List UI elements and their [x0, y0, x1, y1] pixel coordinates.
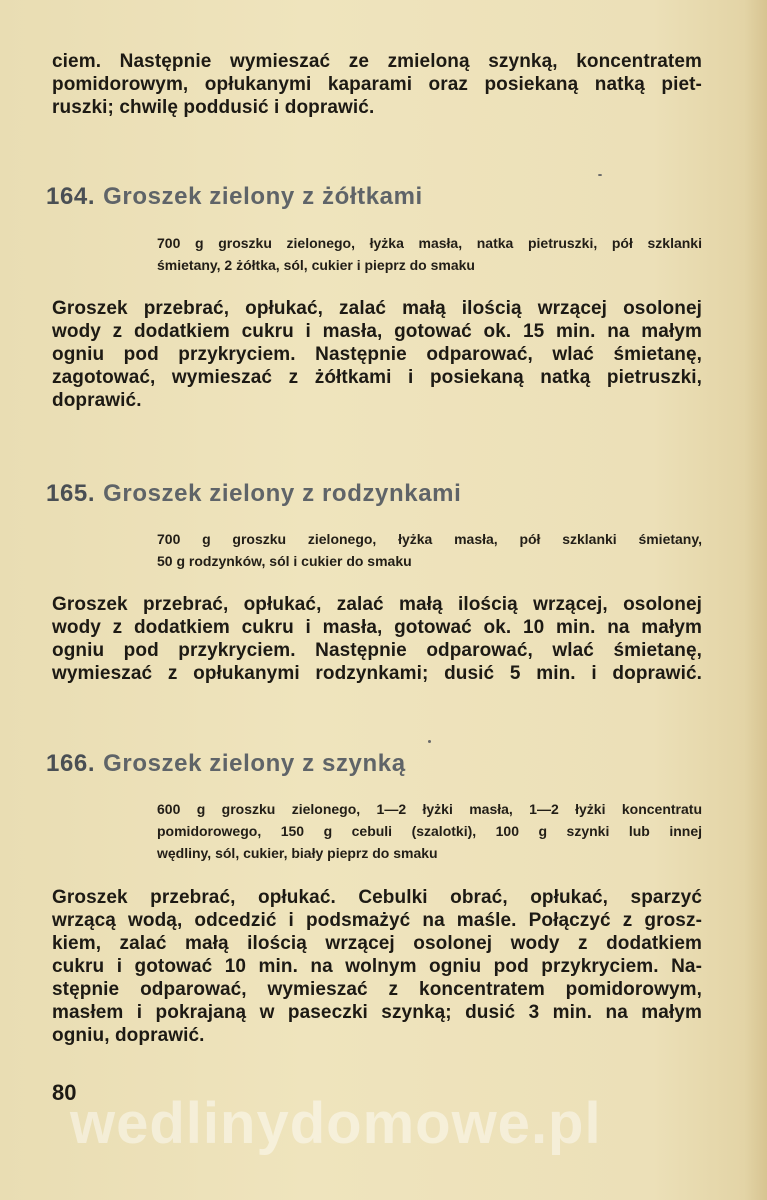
intro-line: ruszki; chwilę poddusić i doprawić.: [52, 97, 375, 118]
method-line: Groszek przebrać, opłukać. Cebulki obrać, opłukać, sparzyć: [52, 887, 702, 908]
watermark: wedlinydomowe.pl: [70, 1091, 602, 1156]
recipe-166-ingredients: [157, 798, 702, 864]
recipe-165-ingredients: [157, 528, 702, 572]
method-line: wody z dodatkiem cukru i masła, gotować ok. 10 min. na małym: [52, 617, 702, 638]
print-speck: [598, 174, 602, 176]
recipe-title: Groszek zielony z rodzynkami: [103, 480, 462, 507]
ingredient-line: 600 g groszku zielonego, 1—2 łyżki masła, 1—2 łyżki koncentratu: [157, 801, 702, 817]
method-line: zagotować, wymieszać z żółtkami i posiekaną natką pietruszki,: [52, 367, 702, 388]
recipe-number: 166.: [46, 750, 96, 777]
ingredient-line: pomidorowego, 150 g cebuli (szalotki), 100 g szynki lub innej: [157, 823, 702, 839]
method-line: wymieszać z opłukanymi rodzynkami; dusić 5 min. i doprawić.: [52, 663, 702, 684]
recipe-165-method: [52, 593, 702, 685]
ingredient-line: 700 g groszku zielonego, łyżka masła, pół szklanki śmietany,: [157, 531, 702, 547]
intro-line: ciem. Następnie wymieszać ze zmieloną szynką, koncentratem: [52, 51, 702, 72]
method-line: masłem i pokrajaną w paseczki szynką; dusić 3 min. na małym: [52, 1002, 702, 1023]
ingredient-line: 700 g groszku zielonego, łyżka masła, natka pietruszki, pół szklanki: [157, 235, 702, 251]
recipe-165-heading: [46, 480, 461, 508]
method-line: cukru i gotować 10 min. na wolnym ogniu pod przykryciem. Na-: [52, 956, 702, 977]
method-line: doprawić.: [52, 390, 142, 411]
ingredient-line: 50 g rodzynków, sól i cukier do smaku: [157, 553, 412, 569]
recipe-166-heading: [46, 750, 406, 778]
method-line: ogniu pod przykryciem. Następnie odparować, wlać śmietanę,: [52, 640, 702, 661]
intro-line: pomidorowym, opłukanymi kaparami oraz posiekaną natką piet-: [52, 74, 702, 95]
method-line: ogniu pod przykryciem. Następnie odparować, wlać śmietanę,: [52, 344, 702, 365]
recipe-number: 164.: [46, 183, 96, 210]
intro-paragraph: [52, 50, 702, 119]
method-line: kiem, zalać małą ilością wrzącej osolonej wody z dodatkiem: [52, 933, 702, 954]
print-speck: [428, 740, 431, 743]
recipe-title: Groszek zielony z żółtkami: [103, 183, 423, 210]
ingredient-line: wędliny, sól, cukier, biały pieprz do smaku: [157, 845, 438, 861]
ingredient-line: śmietany, 2 żółtka, sól, cukier i pieprz do smaku: [157, 257, 475, 273]
method-line: Groszek przebrać, opłukać, zalać małą ilością wrzącej osolonej: [52, 298, 702, 319]
recipe-number: 165.: [46, 480, 96, 507]
method-line: wody z dodatkiem cukru i masła, gotować ok. 15 min. na małym: [52, 321, 702, 342]
page-number: 80: [52, 1080, 77, 1105]
method-line: stępnie odparować, wymieszać z koncentratem pomidorowym,: [52, 979, 702, 1000]
recipe-164-method: [52, 297, 702, 412]
recipe-164-ingredients: [157, 232, 702, 276]
recipe-title: Groszek zielony z szynką: [103, 750, 406, 777]
method-line: wrzącą wodą, odcedzić i podsmażyć na maśle. Połączyć z grosz-: [52, 910, 702, 931]
method-line: Groszek przebrać, opłukać, zalać małą ilością wrzącej, osolonej: [52, 594, 702, 615]
recipe-164-heading: [46, 183, 423, 211]
method-line: ogniu, doprawić.: [52, 1025, 205, 1046]
recipe-166-method: [52, 886, 702, 1047]
